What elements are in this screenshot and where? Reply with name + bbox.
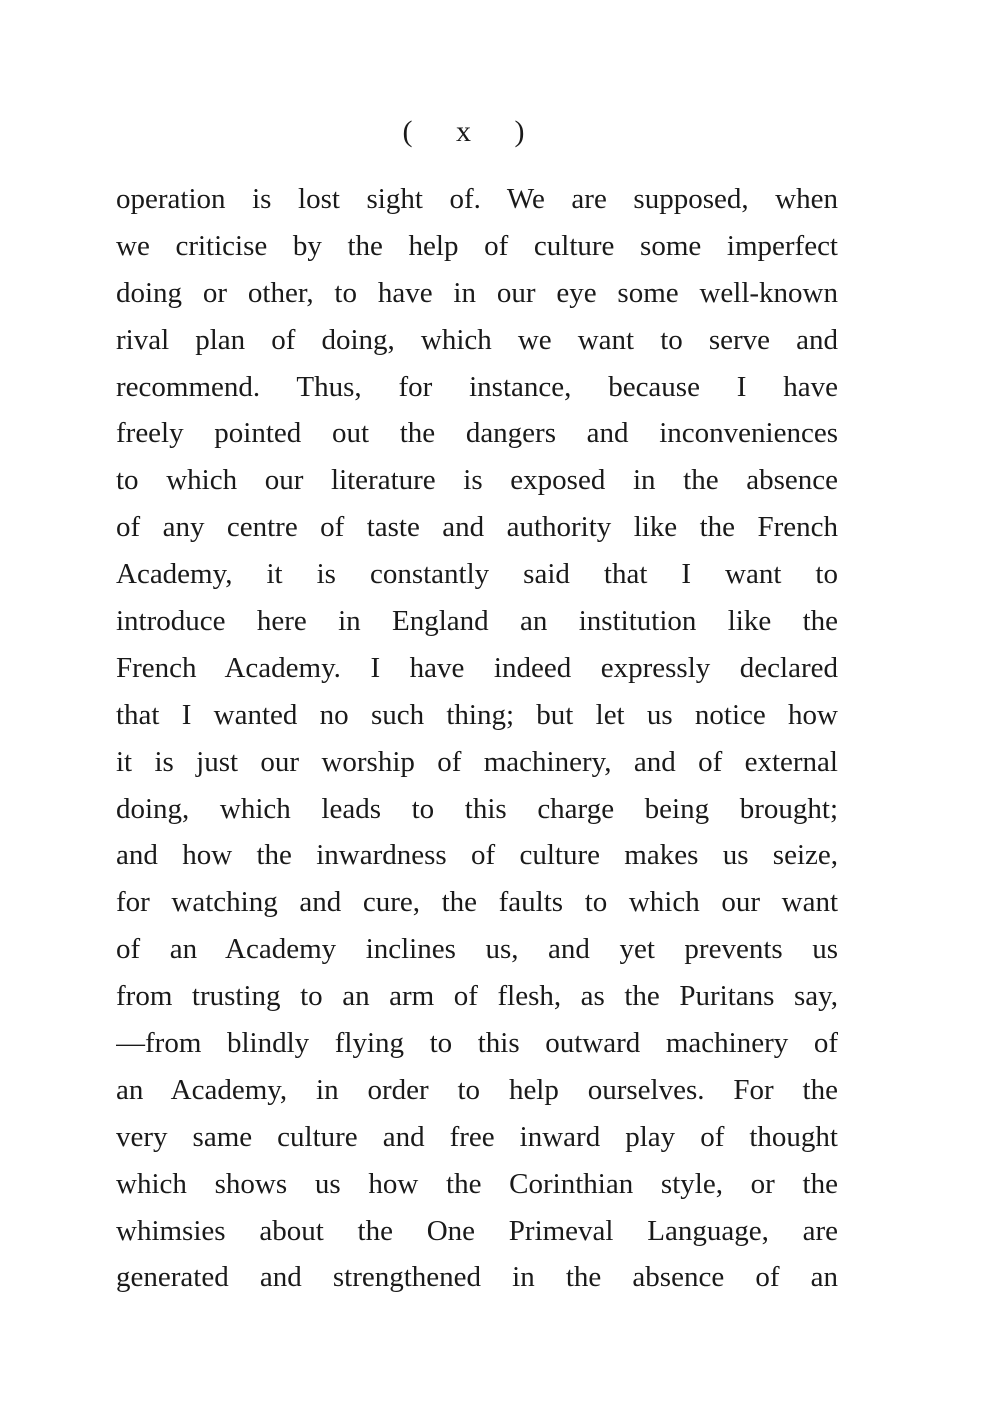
text-line: doing, which leads to this charge being brought; — [116, 792, 838, 825]
text-line: operation is lost sight of. We are supposed, when — [116, 183, 838, 215]
text-line: introduce here in England an institution like the — [116, 605, 838, 638]
body-text — [116, 176, 838, 1301]
text-line: rival plan of doing, which we want to serve and — [116, 323, 838, 356]
text-line: from trusting to an arm of flesh, as the Puritans say, — [116, 980, 838, 1013]
text-line: freely pointed out the dangers and inconveniences — [116, 417, 838, 450]
text-line: which shows us how the Corinthian style, or the — [116, 1167, 838, 1200]
text-line: generated and strengthened in the absence of an — [116, 1261, 838, 1294]
text-line: French Academy. I have indeed expressly declared — [116, 651, 838, 684]
text-line: that I wanted no such thing; but let us notice how — [116, 698, 838, 731]
text-line: and how the inwardness of culture makes us seize, — [116, 839, 838, 872]
text-line: whimsies about the One Primeval Language, are — [116, 1214, 838, 1247]
text-line: —from blindly flying to this outward machinery of — [116, 1027, 838, 1060]
text-line: recommend. Thus, for instance, because I have — [116, 370, 838, 403]
text-line: Academy, it is constantly said that I want to — [116, 558, 838, 591]
text-line: it is just our worship of machinery, and of external — [116, 745, 838, 778]
text-line: of an Academy inclines us, and yet prevents us — [116, 933, 838, 966]
text-line: doing or other, to have in our eye some well-known — [116, 276, 838, 309]
text-line: for watching and cure, the faults to which our want — [116, 886, 838, 919]
text-line: very same culture and free inward play of thought — [116, 1120, 838, 1153]
text-line: of any centre of taste and authority like the French — [116, 511, 838, 544]
text-line: we criticise by the help of culture some imperfect — [116, 229, 838, 262]
page-number: ( x ) — [402, 115, 543, 148]
text-line: to which our literature is exposed in the absence — [116, 464, 838, 497]
text-line: an Academy, in order to help ourselves. For the — [116, 1073, 838, 1106]
